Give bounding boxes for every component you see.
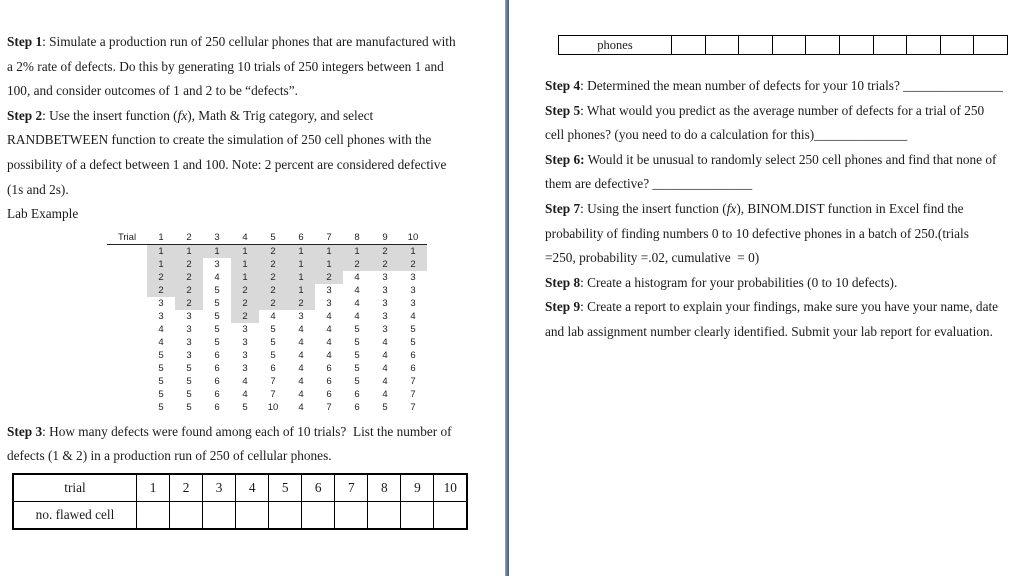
sim-cell: 2: [259, 258, 287, 271]
sim-cell: 5: [186, 388, 192, 400]
sim-cell: 3: [382, 271, 388, 283]
phones-empty-cell: [739, 36, 773, 55]
sim-cell: 5: [354, 375, 360, 387]
step3-header-cell: 4: [236, 474, 269, 502]
sim-cell: 2: [287, 297, 315, 310]
sim-cell: 6: [214, 375, 220, 387]
step2-line-3: possibility of a defect between 1 and 100. Note: 2 percent are considered defective: [7, 156, 447, 172]
step5-line-2: cell phones? (you need to do a calculation for this)______________: [545, 127, 908, 143]
sim-cell: 3: [242, 323, 248, 335]
step7-line-2: probability of finding numbers 0 to 10 defective phones in a batch of 250.(trials: [545, 225, 969, 241]
sim-cell: 1: [287, 258, 315, 271]
sim-cell: 3: [382, 297, 388, 309]
sim-cell: 5: [270, 336, 276, 348]
sim-row: [107, 297, 427, 310]
sim-cell: 2: [259, 284, 287, 297]
phones-empty-cell: [672, 36, 706, 55]
sim-cell: 7: [410, 401, 416, 413]
sim-cell: 6: [270, 362, 276, 374]
sim-cell: 1: [231, 244, 259, 258]
sim-cell: 2: [231, 284, 259, 297]
step5-text-1: : What would you predict as the average number of defects for a trial of 250: [580, 102, 985, 118]
step3-header-cell: 3: [203, 474, 236, 502]
phones-label-cell: phones: [559, 36, 672, 55]
step2-text-1a: : Use the insert function (: [42, 107, 178, 123]
sim-header-col: 6: [287, 231, 315, 245]
sim-cell: 5: [186, 401, 192, 413]
sim-cell: 2: [175, 258, 203, 271]
sim-row-label: [107, 258, 147, 271]
step3-empty-cell: [401, 501, 434, 529]
phones-table: [558, 35, 1008, 55]
sim-cell: 6: [410, 362, 416, 374]
sim-cell: 5: [214, 323, 220, 335]
step3-header-cell: 1: [137, 474, 170, 502]
sim-row: [107, 284, 427, 297]
step8-text-1: : Create a histogram for your probabilities (0 to 10 defects).: [580, 274, 898, 290]
step6-line-1: [545, 148, 1024, 173]
sim-cell: 4: [298, 323, 304, 335]
sim-cell: 3: [214, 258, 220, 270]
sim-cell: 4: [326, 349, 332, 361]
sim-cell: 2: [259, 244, 287, 258]
sim-header-col: 3: [203, 231, 231, 245]
sim-cell: 1: [343, 244, 371, 258]
sim-cell: 1: [147, 244, 175, 258]
step3-empty-cell: [203, 501, 236, 529]
sim-cell: 4: [298, 336, 304, 348]
sim-row-label: [107, 310, 147, 323]
sim-cell: 6: [354, 388, 360, 400]
sim-cell: 6: [326, 375, 332, 387]
sim-cell: 5: [242, 401, 248, 413]
sim-cell: 3: [242, 349, 248, 361]
phones-empty-cell: [873, 36, 907, 55]
sim-row-label: [107, 388, 147, 401]
step1-label: Step 1: [7, 34, 43, 49]
sim-cell: 6: [214, 401, 220, 413]
sim-cell: 2: [259, 271, 287, 284]
sim-cell: 3: [158, 310, 164, 322]
sim-cell: 1: [231, 271, 259, 284]
sim-cell: 4: [298, 362, 304, 374]
sim-cell: 4: [242, 388, 248, 400]
sim-cell: 5: [158, 375, 164, 387]
step7-label: Step 7: [545, 200, 581, 216]
sim-cell: 5: [354, 323, 360, 335]
sim-header-trial: Trial: [107, 231, 147, 245]
sim-row-label: [107, 271, 147, 284]
step1-line-1: [7, 30, 497, 55]
sim-table: [107, 231, 427, 414]
sim-cell: 2: [231, 297, 259, 310]
sim-cell: 1: [147, 258, 175, 271]
step3-empty-cell: [368, 501, 401, 529]
step2-line-4: (1s and 2s).: [7, 181, 69, 197]
sim-cell: 3: [242, 336, 248, 348]
sim-cell: 4: [326, 323, 332, 335]
step3-empty-cell: [335, 501, 368, 529]
phones-empty-cell: [806, 36, 840, 55]
sim-cell: 3: [186, 310, 192, 322]
sim-cell: 5: [214, 336, 220, 348]
step3-text-1: : How many defects were found among each of 10 trials? List the number of: [42, 423, 452, 439]
sim-row-label: [107, 362, 147, 375]
sim-row-label: [107, 336, 147, 349]
sim-header-col: 9: [371, 231, 399, 245]
sim-cell: 5: [158, 362, 164, 374]
sim-cell: 1: [287, 244, 315, 258]
sim-header-col: 7: [315, 231, 343, 245]
sim-row: [107, 271, 427, 284]
sim-cell: 2: [147, 271, 175, 284]
sim-cell: 4: [214, 271, 220, 283]
sim-cell: 2: [371, 258, 399, 271]
sim-cell: 1: [315, 258, 343, 271]
sim-cell: 5: [186, 375, 192, 387]
sim-cell: 2: [231, 310, 259, 323]
sim-cell: 5: [158, 349, 164, 361]
sim-cell: 3: [382, 284, 388, 296]
step3-header-cell: 7: [335, 474, 368, 502]
step6-text-1: Would it be unusual to randomly select 250 cell phones and find that none of: [584, 151, 997, 167]
sim-row-label: [107, 375, 147, 388]
sim-cell: 4: [354, 310, 360, 322]
sim-cell: 5: [186, 362, 192, 374]
fx-function-symbol: fx: [726, 200, 737, 216]
step6-label: Step 6:: [545, 151, 585, 167]
sim-cell: 5: [214, 284, 220, 296]
sim-row-label: [107, 244, 147, 258]
sim-header-col: 8: [343, 231, 371, 245]
sim-cell: 4: [158, 336, 164, 348]
phones-empty-cell: [974, 36, 1008, 55]
step3-empty-cell: [137, 501, 170, 529]
sim-cell: 2: [175, 297, 203, 310]
step2-line-1: [7, 104, 497, 129]
sim-row: [107, 362, 427, 375]
step1-line-2: a 2% rate of defects. Do this by generating 10 trials of 250 integers between 1 and: [7, 58, 444, 74]
sim-cell: 4: [410, 310, 416, 322]
sim-header-col: 10: [399, 231, 427, 245]
step3-empty-cell: [170, 501, 203, 529]
sim-cell: 3: [410, 297, 416, 309]
sim-cell: 6: [410, 349, 416, 361]
sim-cell: 2: [259, 297, 287, 310]
step5-line-1: [545, 99, 1024, 124]
sim-header-col: 5: [259, 231, 287, 245]
step3-header-cell: 5: [269, 474, 302, 502]
sim-cell: 5: [410, 336, 416, 348]
phones-empty-cell: [940, 36, 974, 55]
sim-cell: 2: [147, 284, 175, 297]
step2-label: Step 2: [7, 107, 43, 123]
sim-row: [107, 258, 427, 271]
sim-cell: 1: [175, 244, 203, 258]
sim-cell: 5: [158, 388, 164, 400]
sim-cell: 3: [326, 297, 332, 309]
sim-cell: 6: [354, 401, 360, 413]
sim-cell: 4: [270, 310, 276, 322]
sim-cell: 4: [382, 349, 388, 361]
sim-cell: 7: [410, 388, 416, 400]
sim-header-col: 1: [147, 231, 175, 245]
sim-cell: 1: [203, 244, 231, 258]
step1-line-3: 100, and consider outcomes of 1 and 2 to be “defects”.: [7, 83, 298, 99]
sim-cell: 6: [326, 388, 332, 400]
step6-line-2: them are defective? _______________: [545, 176, 753, 192]
sim-cell: 3: [186, 349, 192, 361]
sim-row: [107, 323, 427, 336]
sim-cell: 4: [382, 336, 388, 348]
sim-row: [107, 349, 427, 362]
sim-row-label: [107, 401, 147, 414]
sim-row-label: [107, 323, 147, 336]
sim-cell: 4: [382, 375, 388, 387]
step7-text-1b: ), BINOM.DIST function in Excel find the: [736, 200, 964, 216]
sim-cell: 4: [298, 388, 304, 400]
sim-cell: 6: [326, 362, 332, 374]
sim-cell: 4: [298, 401, 304, 413]
step3-line-1: [7, 420, 497, 445]
step3-table: [12, 473, 468, 530]
step3-paragraph: [7, 420, 497, 469]
sim-cell: 3: [298, 310, 304, 322]
step9-line-2: and lab assignment number clearly identified. Submit your lab report for evaluation.: [545, 323, 993, 339]
step3-header-cell: 2: [170, 474, 203, 502]
sim-cell: 7: [326, 401, 332, 413]
step3-header-cell: 8: [368, 474, 401, 502]
sim-cell: 7: [410, 375, 416, 387]
sim-cell: 3: [242, 362, 248, 374]
sim-row: [107, 375, 427, 388]
step8-label: Step 8: [545, 274, 581, 290]
step7-text-1a: : Using the insert function (: [580, 200, 727, 216]
step3-header-cell: trial: [13, 474, 137, 502]
sim-cell: 2: [399, 258, 427, 271]
sim-cell: 4: [382, 362, 388, 374]
sim-cell: 2: [175, 284, 203, 297]
sim-cell: 5: [158, 401, 164, 413]
sim-cell: 3: [382, 310, 388, 322]
sim-cell: 5: [270, 349, 276, 361]
step3-empty-cell: [302, 501, 335, 529]
sim-header-col: 2: [175, 231, 203, 245]
step3-row-label: no. flawed cell: [13, 501, 137, 529]
phones-empty-cell: [907, 36, 941, 55]
sim-cell: 2: [315, 271, 343, 284]
sim-cell: 5: [382, 401, 388, 413]
sim-cell: 6: [214, 388, 220, 400]
step2-text-1b: ), Math & Trig category, and select: [187, 107, 374, 123]
sim-cell: 4: [354, 297, 360, 309]
sim-row: [107, 310, 427, 323]
sim-cell: 3: [410, 284, 416, 296]
sim-cell: 4: [242, 375, 248, 387]
sim-cell: 6: [214, 362, 220, 374]
sim-cell: 4: [298, 375, 304, 387]
step4-line-1: [545, 74, 1024, 99]
step9-text-1: : Create a report to explain your findings, make sure you have your name, date: [580, 299, 999, 315]
sim-cell: 5: [354, 362, 360, 374]
sim-cell: 4: [354, 271, 360, 283]
step3-header-cell: 6: [302, 474, 335, 502]
step5-label: Step 5: [545, 102, 581, 118]
sim-cell: 2: [371, 244, 399, 258]
sim-cell: 5: [214, 297, 220, 309]
phones-empty-cell: [705, 36, 739, 55]
step4-label: Step 4: [545, 78, 581, 93]
sim-cell: 5: [270, 323, 276, 335]
sim-cell: 3: [158, 297, 164, 309]
sim-cell: 2: [343, 258, 371, 271]
sim-cell: 5: [214, 310, 220, 322]
sim-cell: 3: [410, 271, 416, 283]
sim-cell: 3: [186, 336, 192, 348]
sim-cell: 1: [231, 258, 259, 271]
sim-row: [107, 388, 427, 401]
phones-empty-cell: [772, 36, 806, 55]
sim-cell: 4: [354, 284, 360, 296]
step7-line-3: =250, probability =.02, cumulative = 0): [545, 250, 760, 266]
step7-line-1: [545, 197, 1024, 222]
sim-row-label: [107, 297, 147, 310]
step9-label: Step 9: [545, 299, 581, 315]
step2-line-2: RANDBETWEEN function to create the simulation of 250 cell phones with the: [7, 132, 432, 148]
sim-cell: 1: [315, 244, 343, 258]
sim-cell: 2: [175, 271, 203, 284]
sim-cell: 3: [186, 323, 192, 335]
sim-row: [107, 336, 427, 349]
sim-cell: 1: [287, 284, 315, 297]
step9-line-1: [545, 295, 1024, 320]
page-right: [509, 0, 1024, 345]
sim-cell: 4: [158, 323, 164, 335]
sim-cell: 10: [267, 401, 279, 413]
sim-row-label: [107, 284, 147, 297]
lab-example-heading: Lab Example: [7, 206, 79, 222]
sim-cell: 5: [354, 349, 360, 361]
step8-line-1: [545, 271, 1024, 296]
sim-cell: 3: [326, 284, 332, 296]
sim-header-col: 4: [231, 231, 259, 245]
sim-cell: 5: [410, 323, 416, 335]
fx-function-symbol: fx: [177, 107, 188, 123]
step3-line-2: defects (1 & 2) in a production run of 250 of cellular phones.: [7, 448, 332, 464]
sim-cell: 6: [214, 349, 220, 361]
page-left: [7, 30, 497, 530]
step4-text-1: : Determined the mean number of defects for your 10 trials? _______________: [580, 78, 1003, 93]
step3-empty-cell: [269, 501, 302, 529]
step1-text-1: : Simulate a production run of 250 cellular phones that are manufactured with: [42, 34, 456, 49]
step3-empty-cell: [434, 501, 467, 529]
right-text-block: [545, 74, 1024, 345]
sim-cell: 7: [270, 375, 276, 387]
step3-empty-cell: [236, 501, 269, 529]
sim-row: [107, 244, 427, 258]
sim-row-label: [107, 349, 147, 362]
phones-empty-cell: [839, 36, 873, 55]
step3-header-cell: 9: [401, 474, 434, 502]
step3-header-cell: 10: [434, 474, 467, 502]
sim-cell: 4: [326, 310, 332, 322]
sim-cell: 5: [354, 336, 360, 348]
sim-cell: 4: [382, 388, 388, 400]
sim-cell: 4: [326, 336, 332, 348]
sim-cell: 7: [270, 388, 276, 400]
sim-cell: 3: [382, 323, 388, 335]
sim-cell: 1: [399, 244, 427, 258]
sim-cell: 1: [287, 271, 315, 284]
step3-label: Step 3: [7, 423, 43, 439]
sim-row: [107, 401, 427, 414]
sim-cell: 4: [298, 349, 304, 361]
